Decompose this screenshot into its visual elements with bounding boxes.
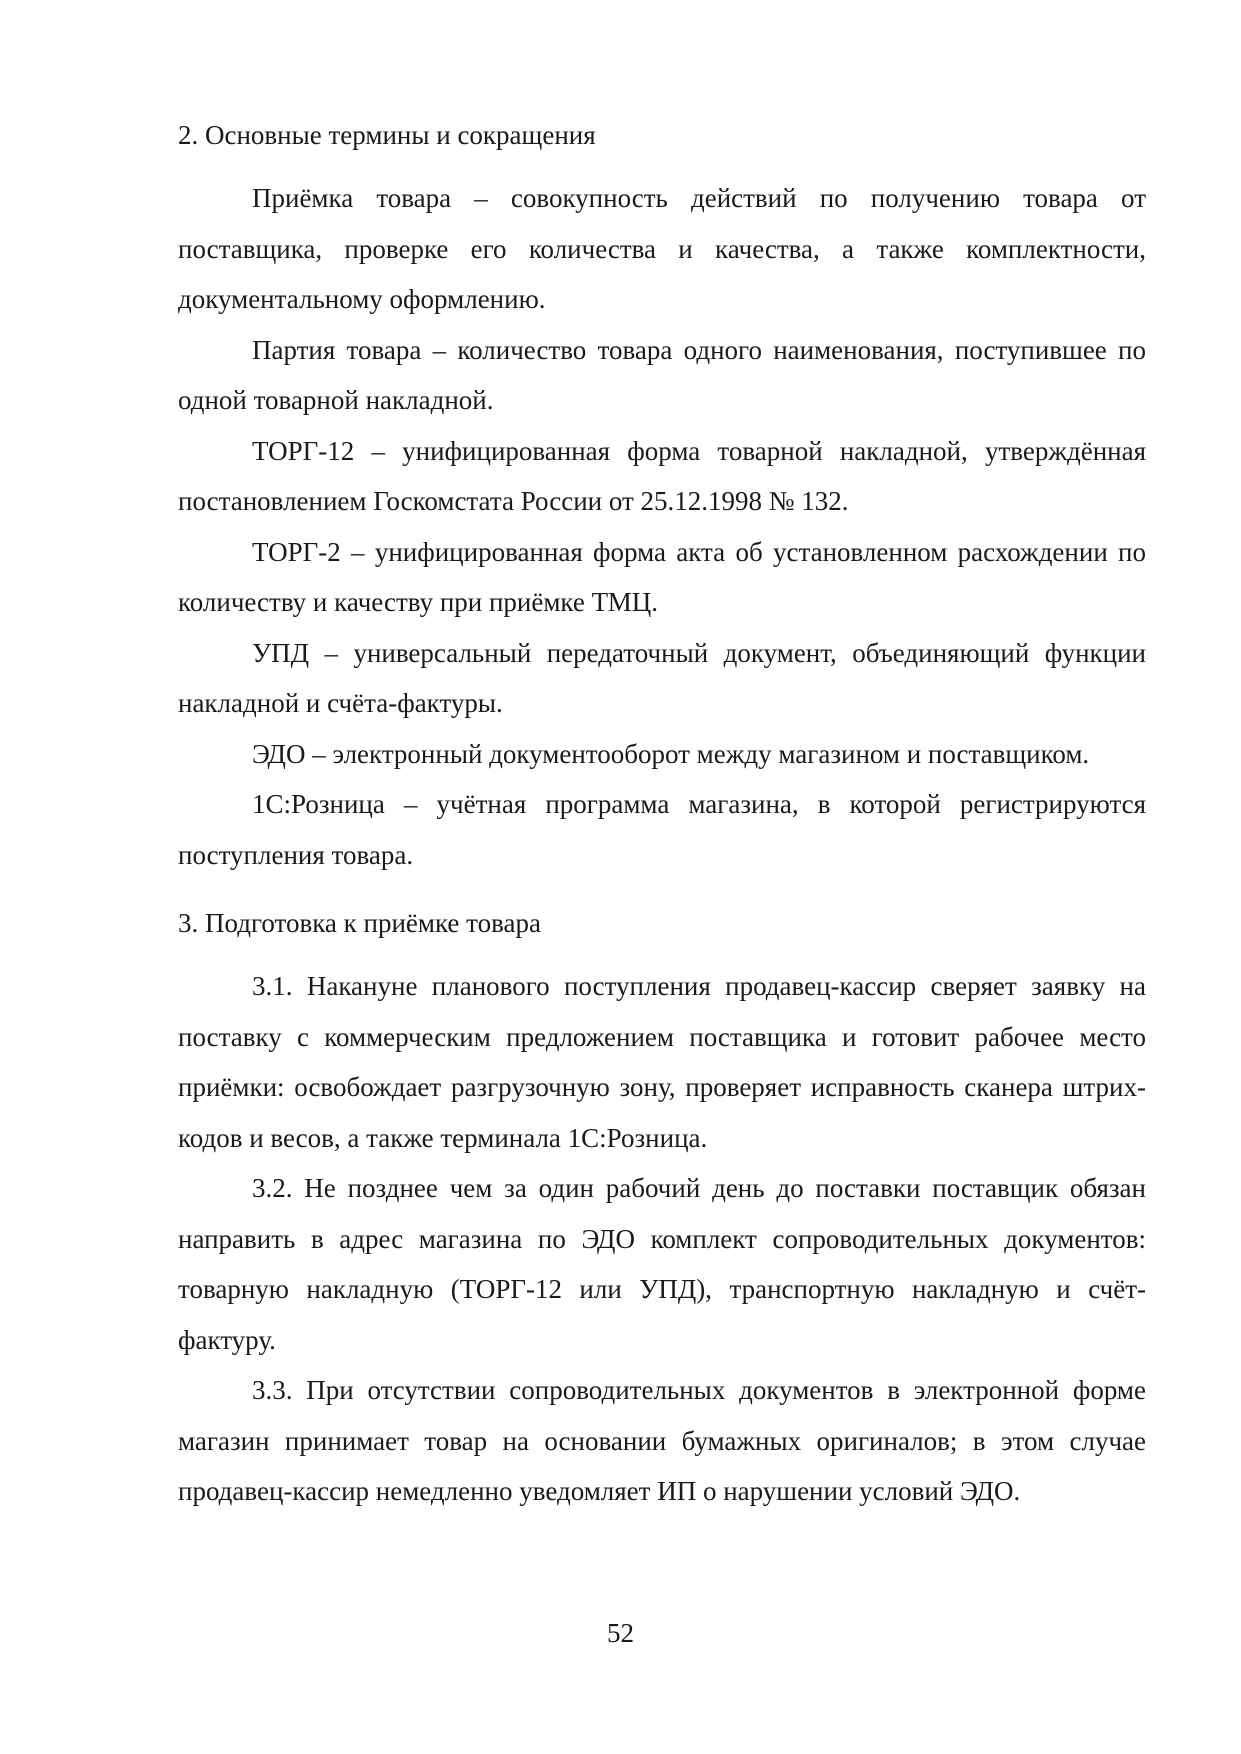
- definition-torg-12: ТОРГ-12 – унифицированная форма товарной накладной, утверждённая постановлением Госкомстата России от 25.12.1998 № 132.: [178, 435, 1146, 516]
- clause-3-2: 3.2. Не позднее чем за один рабочий день до поставки поставщик обязан направить в адрес магазина по ЭДО комплект сопроводительных документов: товарную накладную (ТОРГ-12 или УПД), транспортную накладную и счёт-фактуру.: [178, 1173, 1146, 1355]
- clause-3-1: 3.1. Накануне планового поступления продавец-кассир сверяет заявку на поставку с коммерческим предложением поставщика и готовит рабочее место приёмки: освобождает разгрузочную зону, проверяет исправность сканера штрих-кодов и весов, а также терминала 1С:Розница.: [178, 971, 1146, 1153]
- definition-torg-2: ТОРГ-2 – унифицированная форма акта об установленном расхождении по количеству и качеству при приёмке ТМЦ.: [178, 536, 1146, 617]
- page-number: 52: [607, 1618, 634, 1648]
- document-page: [178, 110, 1146, 1517]
- definition-1c-retail: 1С:Розница – учётная программа магазина, в которой регистрируются поступления товара.: [178, 789, 1146, 870]
- definition-batch: Партия товара – количество товара одного наименования, поступившее по одной товарной накладной.: [178, 334, 1146, 415]
- definition-edo: ЭДО – электронный документооборот между магазином и поставщиком.: [252, 738, 1090, 769]
- definition-acceptance: Приёмка товара – совокупность действий по получению товара от поставщика, проверке его количества и качества, а также комплектности, документальному оформлению.: [178, 183, 1146, 314]
- definition-upd: УПД – универсальный передаточный документ, объединяющий функции накладной и счёта-фактуры.: [178, 637, 1146, 718]
- clause-3-3: 3.3. При отсутствии сопроводительных документов в электронной форме магазин принимает товар на основании бумажных оригиналов; в этом случае продавец-кассир немедленно уведомляет ИП о нарушении условий ЭДО.: [178, 1375, 1146, 1506]
- section-heading-preparation: 3. Подготовка к приёмке товара: [178, 908, 541, 938]
- section-heading-terms: 2. Основные термины и сокращения: [178, 120, 596, 150]
